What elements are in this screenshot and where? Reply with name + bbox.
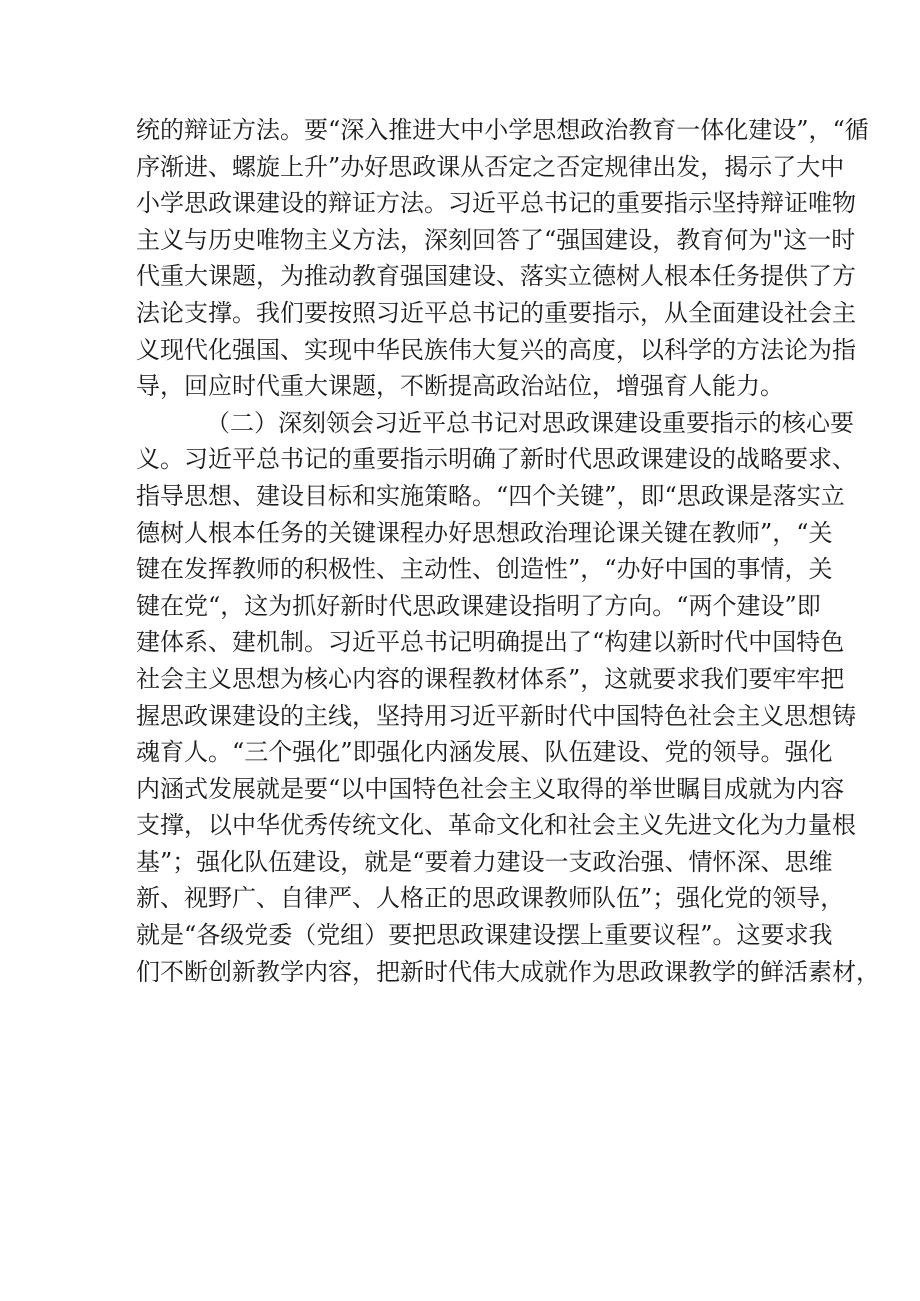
text-line: 内涵式发展就是要“以中国特色社会主义取得的举世瞩目成就为内容: [136, 774, 845, 803]
text-line: 导，回应时代重大课题，不断提高政治站位，增强育人能力。: [136, 372, 784, 401]
text-line: 魂育人。“三个强化”即强化内涵发展、队伍建设、党的领导。强化: [136, 738, 833, 767]
text-line: 主义与历史唯物主义方法，深刻回答了“强国建设，教育何为"这一时: [136, 225, 856, 254]
text-line: 新、视野广、自律严、人格正的思政课教师队伍”；强化党的领导，: [136, 884, 845, 913]
text-line: 德树人根本任务的关键课程办好思想政治理论课关键在教师”，“关: [136, 518, 833, 547]
text-line: 代重大课题，为推动教育强国建设、落实立德树人根本任务提供了方: [136, 262, 856, 291]
text-line: 们不断创新教学内容，把新时代伟大成就作为思政课教学的鲜活素材，: [136, 957, 880, 986]
text-line: 序渐进、螺旋上升”办好思政课从否定之否定规律出发，揭示了大中: [136, 152, 845, 181]
text-line: 小学思政课建设的辩证方法。习近平总书记的重要指示坚持辩证唯物: [136, 189, 856, 218]
text-line: 握思政课建设的主线，坚持用习近平新时代中国特色社会主义思想铸: [136, 701, 856, 730]
text-line: 指导思想、建设目标和实施策略。“四个关键”，即“思政课是落实立: [136, 481, 845, 510]
text-line: 社会主义思想为核心内容的课程教材体系”，这就要求我们要牢牢把: [136, 664, 845, 693]
text-line: 键在党“，这为抓好新时代思政课建设指明了方向。“两个建设”即: [136, 591, 821, 620]
text-line: 基”；强化队伍建设，就是“要着力建设一支政治强、情怀深、思维: [136, 847, 833, 876]
text-line: 统的辩证方法。要“深入推进大中小学思想政治教育一体化建设”，“循: [136, 116, 869, 144]
text-line: 法论支撑。我们要按照习近平总书记的重要指示，从全面建设社会主: [136, 298, 856, 327]
text-line: 义现代化强国、实现中华民族伟大复兴的高度，以科学的方法论为指: [136, 335, 856, 364]
text-line: 建体系、建机制。习近平总书记明确提出了“构建以新时代中国特色: [136, 628, 845, 657]
text-line: 键在发挥教师的积极性、主动性、创造性”，“办好中国的事情，关: [136, 555, 833, 584]
text-line: 就是“各级党委（党组）要把思政课建设摆上重要议程”。这要求我: [136, 921, 833, 950]
text-line: 义。习近平总书记的重要指示明确了新时代思政课建设的战略要求、: [136, 445, 856, 474]
text-line: 支撑，以中华优秀传统文化、革命文化和社会主义先进文化为力量根: [136, 811, 856, 840]
body-text: [136, 112, 880, 990]
section-heading-line: （二）深刻领会习近平总书记对思政课建设重要指示的核心要: [206, 408, 854, 437]
